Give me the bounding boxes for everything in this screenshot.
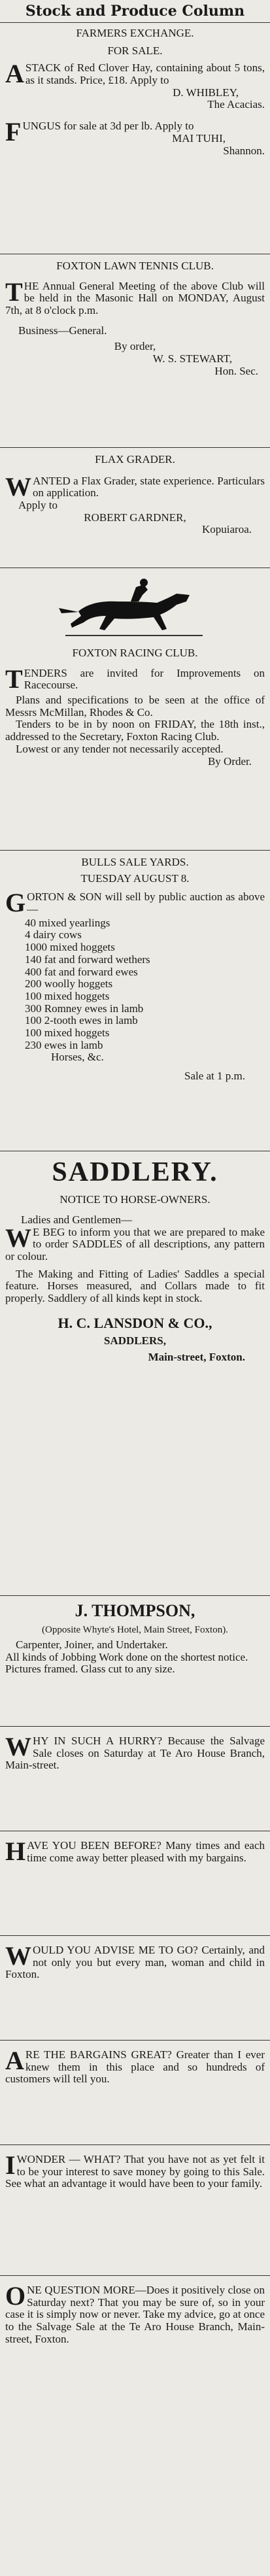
thompson-address: (Opposite Whyte's Hotel, Main Street, Foxton). [42, 1624, 228, 1635]
drop-cap: A [5, 2046, 24, 2075]
salvage-ad-5 [5, 2150, 265, 2190]
salvage-text-6: NE QUESTION MORE—Does it positively close on Saturday next? That you may be sure of, so in your case it is simply now or never. Take my advice, go at once to the Salvage Sale at the Te Aro House Branch, Main-street, Foxton. [5, 2284, 265, 2345]
hay-signature: D. WHIBLEY, [173, 86, 239, 99]
racing-heading: FOXTON RACING CLUB. [72, 647, 198, 659]
salvage-text-3: OULD YOU ADVISE ME TO GO? Certainly, and not only you but every man, woman and child in Foxton. [5, 1944, 265, 1981]
drop-cap: A [5, 59, 24, 89]
flax-heading: FLAX GRADER. [95, 453, 175, 466]
bulls-notice [5, 888, 265, 918]
fungus-signature: MAI TUHI, [172, 131, 226, 144]
divider [0, 2040, 270, 2041]
thompson-pictures: Pictures framed. Glass cut to any size. [5, 1663, 175, 1676]
list-item: Horses, &c. [51, 1051, 104, 1064]
drop-cap: H [5, 1837, 26, 1866]
tennis-heading: FOXTON LAWN TENNIS CLUB. [56, 260, 214, 272]
for-sale-heading: FOR SALE. [107, 44, 163, 57]
thompson-jobbing: All kinds of Jobbing Work done on the shortest notice. [5, 1650, 248, 1663]
salvage-ad-6 [5, 2281, 265, 2345]
racing-order: By Order. [207, 754, 252, 768]
saddlery-text-2: The Making and Fitting of Ladies' Saddles a special feature. Horses measured, and Collars made to fit properly. Saddlery of all kinds kept in stock. [5, 1267, 265, 1304]
bulls-sale-ad [5, 856, 265, 1083]
farmers-heading: FARMERS EXCHANGE. [76, 27, 194, 39]
list-item: 40 mixed yearlings [25, 916, 110, 929]
divider [0, 850, 270, 851]
farmers-exchange-ad [5, 27, 265, 157]
tennis-signature: W. S. STEWART, [152, 352, 232, 365]
drop-cap: I [5, 2150, 16, 2180]
saddlery-greeting: Ladies and Gentlemen— [21, 1213, 132, 1226]
hay-place: The Acacias. [207, 98, 265, 111]
drop-cap: T [5, 664, 23, 694]
fungus-text: UNGUS for sale at 3d per lb. Apply to [22, 120, 194, 133]
drop-cap: W [5, 1732, 31, 1761]
salvage-text-2: AVE YOU BEEN BEFORE? Many times and each time come away better pleased with my bargains. [27, 1839, 265, 1864]
drop-cap: O [5, 2281, 26, 2311]
racing-lowest: Lowest or any tender not necessarily accepted. [16, 742, 224, 755]
racing-tenders: Tenders to be in by noon on FRIDAY, the 18th inst., addressed to the Secretary, Foxton Racing Club. [5, 718, 265, 743]
racing-notice [5, 664, 265, 694]
salvage-ad-4 [5, 2046, 265, 2086]
salvage-text-5: WONDER — WHAT? That you have not as yet felt it to be your interest to save money by going to this Sale. See what an advantage it would have been to your family. [5, 2153, 265, 2190]
list-item: 300 Romney ewes in lamb [25, 1002, 144, 1015]
bulls-text: ORTON & SON will sell by public auction as above— [27, 890, 265, 916]
livestock-list [5, 917, 265, 1064]
flax-place: Kopuiaroa. [201, 523, 252, 536]
divider [0, 2275, 270, 2276]
list-item: 100 2-tooth ewes in lamb [25, 1014, 138, 1027]
saddlery-text-1: W E BEG to inform you that we are prepared to make to order SADDLES of all descriptions, any pattern or colour. [5, 1223, 265, 1263]
column-title: Stock and Produce Column [25, 3, 245, 20]
thompson-ad [5, 1602, 265, 1676]
tennis-business: Business—General. [18, 324, 107, 337]
tennis-notice [5, 277, 265, 317]
list-item: 140 fat and forward wethers [25, 953, 150, 966]
fungus-place: Shannon. [223, 144, 265, 157]
flax-apply: Apply to [18, 499, 58, 512]
racing-plans: Plans and specifications to be seen at the office of Messrs McMillan, Rhodes & Co. [5, 694, 265, 719]
saddlery-trade: SADDLERS, [104, 1334, 166, 1347]
saddlery-ad [5, 1157, 265, 1363]
divider [0, 1595, 270, 1596]
list-item: 1000 mixed hoggets [25, 941, 115, 954]
thompson-trades: Carpenter, Joiner, and Undertaker. [16, 1638, 168, 1652]
list-item: 100 mixed hoggets [25, 989, 110, 1002]
salvage-ad-3 [5, 1941, 265, 1981]
salvage-text-4: RE THE BARGAINS GREAT? Greater than I ever knew them in this place and so hundreds of customers will tell you. [5, 2048, 265, 2086]
saddlery-heading: SADDLERY. [52, 1157, 218, 1187]
salvage-ad-2 [5, 1837, 265, 1866]
flax-notice [5, 471, 265, 501]
flax-text: ANTED a Flax Grader, state experience. Particulars on application. [33, 474, 265, 500]
racing-text: ENDERS are invited for Improvements on Racecourse. [24, 666, 265, 692]
drop-cap: F [5, 117, 22, 147]
saddlery-notice: NOTICE TO HORSE-OWNERS. [59, 1193, 211, 1206]
list-item: 200 woolly hoggets [25, 977, 113, 991]
list-item: 230 ewes in lamb [25, 1038, 103, 1051]
divider [0, 1726, 270, 1727]
salvage-text-1: HY IN SUCH A HURRY? Because the Salvage Sale closes on Saturday at Te Aro House Branch, Main-street. [5, 1735, 265, 1772]
list-item: 400 fat and forward ewes [25, 965, 138, 978]
racehorse-illustration [52, 575, 216, 641]
divider [0, 22, 270, 23]
saddlery-address: Main-street, Foxton. [148, 1350, 245, 1363]
tennis-order: By order, [114, 340, 156, 353]
list-item: 4 dairy cows [25, 928, 82, 941]
divider [0, 1935, 270, 1936]
flax-grader-ad [5, 454, 265, 536]
tennis-club-ad [5, 260, 265, 378]
divider [0, 447, 270, 448]
drop-cap: W [5, 471, 31, 501]
bulls-heading: BULLS SALE YARDS. [81, 856, 189, 868]
tennis-text: HE Annual General Meeting of the above Club will be held in the Masonic Hall on MONDAY, August 7th, at 8 o'clock p.m. [5, 279, 265, 317]
thompson-name: J. THOMPSON, [75, 1601, 195, 1620]
flax-signature: ROBERT GARDNER, [84, 511, 186, 524]
tennis-role: Hon. Sec. [214, 364, 258, 377]
drop-cap: T [5, 277, 23, 307]
divider [0, 2144, 270, 2145]
hay-notice [5, 59, 265, 89]
salvage-ad-1 [5, 1732, 265, 1772]
hay-text: STACK of Red Clover Hay, containing about 5 tons, as it stands. Price, £18. Apply to [25, 61, 265, 87]
saddlery-firm: H. C. LANSDON & CO., [58, 1314, 212, 1331]
drop-cap: G [5, 888, 26, 918]
list-item: 100 mixed hoggets [25, 1026, 110, 1039]
bulls-time: Sale at 1 p.m. [184, 1070, 245, 1082]
racing-club-ad [5, 647, 265, 768]
bulls-date: TUESDAY AUGUST 8. [80, 872, 190, 885]
drop-cap: W [5, 1941, 31, 1971]
drop-cap: W [5, 1223, 31, 1253]
